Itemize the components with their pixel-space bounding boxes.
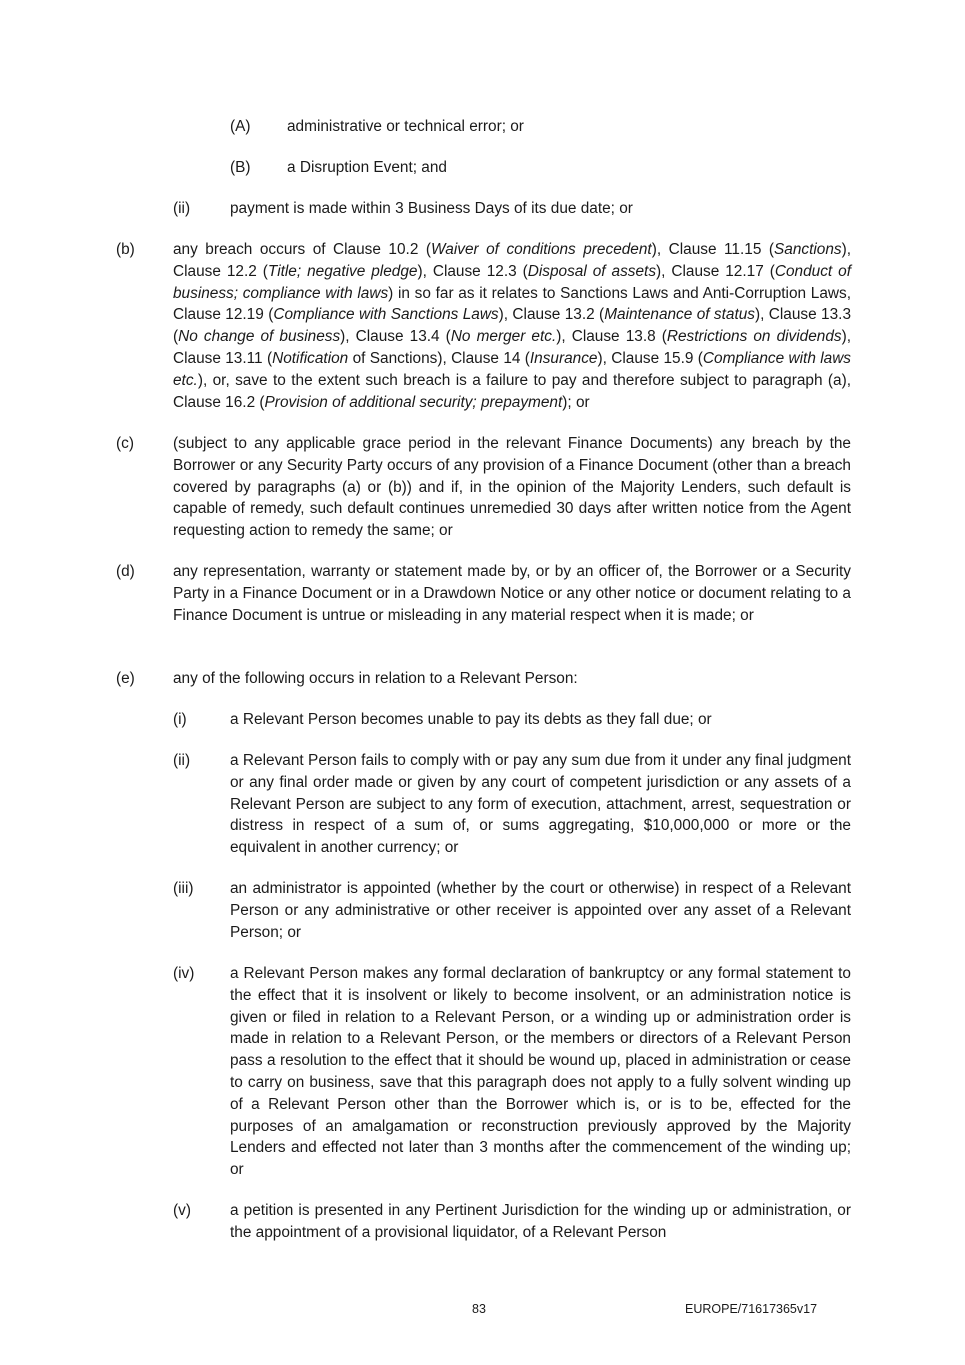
italic-reference: Notification (272, 349, 349, 367)
text-run: ), or, save to the extent such breach is a failure to pay and therefore subject to paragraph (a), Clause 16.2 ( (173, 371, 851, 411)
italic-reference: Disposal of assets (527, 262, 657, 280)
text-run: administrative or technical error; or (287, 118, 524, 135)
text-run: any breach occurs of Clause 10.2 ( (173, 241, 432, 258)
clause-text (230, 878, 851, 943)
italic-reference: Restrictions on dividends (666, 328, 842, 346)
text-run: ), Clause 12.2 ( (173, 241, 852, 280)
italic-reference: Conduct of business; compliance with laws (173, 262, 851, 302)
text-run: a Relevant Person fails to comply with or pay any sum due from it under any final judgment or any final order made or given by any court of competent jurisdiction or any assets of a Relevant Person are subject to any form of execution, attachment, arrest, sequestration or distress in respect of a sum of, or sums aggregating, $10,000,000 or more or the equivalent in another currency; or (230, 752, 851, 857)
text-run: a Relevant Person makes any formal declaration of bankruptcy or any formal statement to the effect that it is insolvent or likely to become insolvent, or an administration notice is given or filed in relation to a Relevant Person, or a winding up or administration order is made in relation to a Relevant Person, or the members or directors of a Relevant Person pass a resolution to the effect that it should be wound up, placed in administration or cease to carry on business, save that this paragraph does not apply to a fully solvent winding up of a Relevant Person other than the Borrower which is, or is to be, effected for the purposes of an amalgamation or reconstruction previously approved by the Majority Lenders and effected not later than 3 months after the commencement of the winding up; or (230, 965, 851, 1179)
clause-item (173, 750, 851, 859)
clause-label: (i) (173, 711, 187, 728)
clause-label: (ii) (173, 200, 191, 217)
text-run: ), Clause 15.9 ( (597, 349, 703, 367)
clause-label: (B) (230, 159, 251, 176)
clause-text (173, 433, 851, 542)
text-run: an administrator is appointed (whether by the court or otherwise) in respect of a Relevant Person or any administrative or other receiver is appointed over any asset of a Relevant Person; or (230, 880, 851, 941)
clause-label: (v) (173, 1202, 191, 1219)
clause-item (116, 433, 851, 542)
text-run: of Sanctions), Clause 14 ( (348, 349, 530, 367)
clause-text (230, 1200, 851, 1244)
clause-text (287, 116, 830, 138)
text-run: ), Clause 11.15 ( (651, 241, 775, 258)
text-run: a petition is presented in any Pertinent Jurisdiction for the winding up or administration, or the appointment of a provisional liquidator, of a Relevant Person (230, 1202, 851, 1241)
text-run: ), Clause 13.4 ( (340, 328, 451, 346)
clause-label: (ii) (173, 752, 191, 769)
italic-reference: Maintenance of status (604, 306, 755, 324)
clause-text (230, 198, 851, 220)
text-run: a Relevant Person becomes unable to pay its debts as they fall due; or (230, 711, 712, 728)
clause-item (116, 668, 851, 690)
text-run: ), Clause 13.2 ( (498, 306, 605, 324)
clause-label: (d) (116, 563, 135, 580)
clause-item (230, 157, 830, 179)
text-run: payment is made within 3 Business Days of its due date; or (230, 200, 633, 217)
text-run: ), Clause 13.11 ( (173, 328, 851, 367)
clause-text (230, 963, 851, 1181)
clause-text (287, 157, 830, 179)
italic-reference: Provision of additional security; prepayment (264, 393, 563, 411)
clause-item (173, 709, 851, 731)
text-run: ) in so far as it relates to Sanctions Laws and Anti-Corruption Laws, Clause 12.19 ( (173, 284, 851, 324)
text-run: ), Clause 13.3 ( (173, 306, 852, 346)
clause-item (116, 239, 851, 413)
clause-item (173, 963, 851, 1181)
clause-label: (A) (230, 118, 251, 135)
italic-reference: Waiver of conditions precedent (431, 241, 652, 258)
italic-reference: No merger etc. (450, 328, 557, 346)
clause-item (173, 198, 851, 220)
text-run: ), Clause 13.8 ( (556, 328, 667, 346)
italic-reference: No change of business (178, 328, 341, 346)
clause-item (230, 116, 830, 138)
clause-label: (c) (116, 435, 134, 452)
text-run: (subject to any applicable grace period in the relevant Finance Documents) any breach by the Borrower or any Security Party occurs of any provision of a Finance Document (other than a breach covered by paragraphs (a) or (b)) and if, in the opinion of the Majority Lenders, such default is capable of remedy, such default continues unremedied 30 days after written notice from the Agent requesting action to remedy the same; or (173, 435, 851, 540)
clause-label: (b) (116, 241, 135, 258)
document-reference: EUROPE/71617365v17 (685, 1302, 818, 1316)
clause-text (173, 561, 851, 626)
clause-item (116, 561, 851, 626)
clause-label: (iii) (173, 880, 194, 897)
page-number: 83 (472, 1302, 486, 1316)
clause-item (173, 878, 851, 943)
text-run: any of the following occurs in relation to a Relevant Person: (173, 670, 578, 687)
italic-reference: Sanctions (774, 241, 842, 258)
clause-text (230, 709, 851, 731)
text-run: ), Clause 12.17 ( (656, 262, 775, 280)
italic-reference: Compliance with laws etc. (173, 349, 852, 389)
text-run: a Disruption Event; and (287, 159, 447, 176)
clause-item (173, 1200, 851, 1244)
clause-text (230, 750, 851, 859)
clause-text (173, 239, 851, 413)
text-run: ), Clause 12.3 ( (417, 262, 528, 280)
clause-label: (e) (116, 670, 135, 687)
text-run: any representation, warranty or statement made by, or by an officer of, the Borrower or a Security Party in a Finance Document or in a Drawdown Notice or any other notice or document relating to a Finance Document is untrue or misleading in any material respect when it is made; or (173, 563, 851, 624)
italic-reference: Title; negative pledge (267, 262, 418, 280)
clause-text (173, 668, 851, 690)
clause-label: (iv) (173, 965, 195, 982)
text-run: ); or (562, 393, 590, 411)
italic-reference: Compliance with Sanctions Laws (273, 306, 499, 324)
italic-reference: Insurance (529, 349, 598, 367)
